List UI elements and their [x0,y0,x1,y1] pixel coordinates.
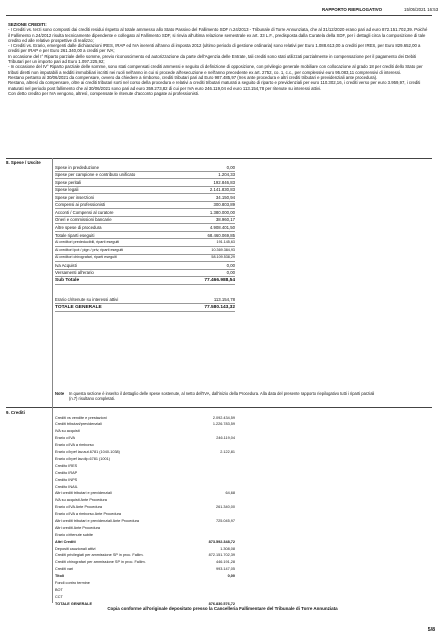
intro-paragraph: - I Crediti vs. terzi sono composti dai crediti residui rispetto al totale ammesso allo Stato Passivo del Fallimento SDF n.24/2013 - Tribunale di Torre Annunziata, che al 31/12/2020 erano pari ad euro 872.151.702,39. Poiché il Fallimento n.24/2012 risulta tecnicamente dipendente e collegato al Fallimento SDF, si rinvia all'ultima relazione semestrale ex art. 33 L.F., predisposta dalla Curatela della SDF, per i dettagli circa la composizione di tale credito ed alle relative prospettive di realizzo; [8,27,428,43]
row-label: Erario c/ritenute subite [55,532,93,537]
row-value: 4.908.401,50 [209,224,235,230]
row-value: 0,00 [226,262,235,268]
crediti-row [55,422,235,429]
row-label: Crediti privilegiati per ammissione SP in proc. Fallim. [55,553,144,558]
spese-row [55,209,235,217]
report-title: RAPPORTO RIEPILOGATIVO [322,7,383,12]
row-value: 1.204,33 [218,172,235,178]
row-label: Spese per inserzioni [55,194,94,200]
crediti-row [55,587,235,594]
row-value: 113.154,78 [213,297,235,303]
intro-heading: SEZIONE CREDITI: [8,22,47,27]
row-value: 2.122,81 [220,450,235,455]
spese-row [55,172,235,180]
row-label: Sub Totale [55,277,80,283]
row-label: Crediti vari [55,567,74,572]
crediti-intro [8,22,428,96]
row-label: Totale riparti eseguiti [55,232,95,238]
row-label: IVA su acquisti [55,429,80,434]
spese-total-row [55,304,235,312]
crediti-row [55,443,235,450]
crediti-table [55,415,235,608]
row-label: BOT [55,587,63,592]
row-label: Spese peritali [55,179,82,185]
spese-row [55,194,235,202]
intro-paragraph: Restano, altresì da compensare, oltre ai crediti tributari sorti nel corso della procedura e relativi a crediti tributari maturati a seguito di riparto e previdenziali per euro 110.302,16, i crediti verso per euro 3.959,97, i crediti maturati nel periodo post fallimento che al 30/06/2021 sono pari ad euro 359.273,82 di cui per IVA euro 246.119,04 ed euro 113.154,78 per ritenute su interessi attivi. [8,80,421,91]
crediti-row [55,429,235,436]
row-label: Crediti tributari/previdenziali [55,422,102,427]
row-label: Altri Crediti [55,539,76,544]
row-value: 192.846,83 [213,179,235,185]
column-divider [52,158,53,407]
row-value: 300.803,89 [213,202,235,208]
spese-row [55,262,235,270]
page-number: 5/8 [427,627,435,633]
intro-paragraph: - In occasione del IV° Riparto parziale delle somme, sono stati compensati crediti ammessi e seguito di definizione di opposizione, con privilegio generale mobiliare con collocazione al grado 18 per crediti dello Stato per tributi diretti non imputabili a redditi immobiliari iscritti nei ruoli nell'anno in cui si procede all'esecuzione e nell'anno precedente ex art. 2752, co. 1, c.c., per complessivi euro 95.083,11 comprensivi di interessi. [8,64,423,75]
row-label: TOTALE GENERALE [55,304,102,310]
row-value: 68.460.069,85 [207,232,235,238]
row-value: 993.147,05 [215,567,235,572]
crediti-row [55,484,235,491]
crediti-row [55,518,235,525]
row-label: Ai creditori prededucibili, riparti eseguiti [55,240,120,245]
crediti-row [55,539,235,546]
row-value: 10.369.384,93 [211,247,235,252]
crediti-row [55,415,235,422]
row-label: Compensi ai professionisti [55,202,106,208]
crediti-row [55,491,235,498]
spese-row [55,224,235,232]
crediti-row [55,470,235,477]
row-value: 77.466.988,54 [204,277,235,283]
crediti-row [55,498,235,505]
row-label: Credito IRES [55,463,78,468]
crediti-row [55,560,235,567]
row-label: Ai creditori chirografari, riparti eseguiti [55,255,117,260]
row-value: 1.308,08 [220,546,235,551]
row-value: 873.592.348,72 [208,539,235,544]
crediti-row [55,546,235,553]
row-label: Erario c/ritenute su interessi attivi [55,297,119,303]
row-label: Altre spese di procedura [55,224,102,230]
row-value: 246.119,04 [216,436,235,441]
row-label: Erario c/IVA Ante Procedura [55,505,102,510]
row-value: 2.141.830,83 [209,187,235,193]
spese-row [55,179,235,187]
page-header [0,5,445,15]
footer-note: Copia conforme all'originale depositato presso la Cancelleria Fallimentare del Tribunale di Torre Annunziata [107,606,338,611]
spese-row [55,270,235,278]
row-label: Spese in prededuzione [55,164,99,170]
row-label: Acconti / Compensi al curatore [55,209,114,215]
crediti-row [55,456,235,463]
row-value: 77.580.143,32 [204,304,235,310]
crediti-row [55,477,235,484]
row-label: Depositi cauzionali attivi [55,546,96,551]
spese-row [55,255,235,263]
spese-row [55,277,235,285]
row-value: 191.145,63 [216,240,235,245]
row-label: IVA su acquisti Ante Procedura [55,498,107,503]
row-label: CCT [55,594,63,599]
row-value: 0,00 [227,574,235,579]
crediti-row [55,436,235,443]
row-label: Erario c/IVA a rimborso Ante Procedura [55,512,121,517]
row-label: Erario c/IVA [55,436,75,441]
crediti-row [55,532,235,539]
row-value: 261.340,00 [215,505,235,510]
crediti-row [55,553,235,560]
column-divider [52,407,53,603]
intro-paragraph: Restano pertanto al 30/06/2021 da compensare, ovvero da chiedere a rimborso, crediti tributari pari ad Euro 987.485,97 (Ires ante procedura e altri crediti tributari e previdenziali ante procedura). [8,74,378,80]
intro-paragraph: - I Crediti vs. Erario, emergenti dalle dichiarazioni IRES, IRAP ed IVA inerenti all'anno di imposta 2012 (ultimo periodo di gestione ordinaria) sono relativi per Euro 1.088.613,00 a crediti per IRES, per Euro 829.652,00 a crediti per IRAP e per Euro 261.340,00 a crediti per IVA; [8,43,421,54]
row-value: 1.380.000,00 [209,209,235,215]
crediti-row [55,511,235,518]
row-label: Spese per campione e contributo unificato [55,172,136,178]
section-label-crediti: 9. Crediti [6,410,25,415]
crediti-row [55,449,235,456]
row-label: Altri crediti tributari e previdenziali [55,491,112,496]
row-label: Altri crediti Ante Procedura [55,525,100,530]
row-value: 1.226.783,59 [212,422,235,427]
crediti-row [55,525,235,532]
spese-row [55,217,235,225]
row-value: 0,00 [226,164,235,170]
row-label: TOTALE GENERALE [55,601,92,606]
row-value: 58.109.538,29 [211,255,235,260]
row-label: Erario c/Irpef lav.aut.6781 (1040-1038) [55,450,120,455]
intro-paragraph: Con detto credito per IVA vengono, altresì, compensate le ritenute d'acconto pagate ai professionisti. [8,90,200,96]
crediti-row [55,505,235,512]
spese-row [55,247,235,255]
crediti-row [55,594,235,601]
row-label: Iva Acquisti [55,262,77,268]
row-label: Erario c/IVA a rimborso [55,443,94,448]
row-label: Spese legali [55,187,79,193]
row-label: Titoli [55,574,64,579]
report-date: 15/05/2021 16:53 [404,7,439,12]
note-label: Note [55,391,65,396]
row-value: 725.045,97 [215,518,235,523]
row-value: 34.150,94 [215,194,235,200]
section-divider [6,407,432,408]
spese-total-row [55,297,235,305]
row-value: 64,68 [225,491,235,496]
row-label: Crediti chirografari per ammissione SP in proc. Fallim. [55,560,146,565]
row-label: Fondi contro termine [55,580,90,585]
section-label-spese: 8. Spese / Uscite [6,160,41,165]
row-label: Altri crediti tributari e previdenziali Ante Procedura [55,518,139,523]
spese-row [55,232,235,240]
header-divider [6,15,432,16]
crediti-row [55,567,235,574]
row-label: Versamenti all'erario [55,270,94,276]
spese-row [55,187,235,195]
spese-table [55,164,235,312]
row-value: 0,00 [226,270,235,276]
row-value: 446.191,28 [215,560,235,565]
row-label: Credito INAIL [55,484,78,489]
row-label: Ai creditori ipot / pign / priv, riparti eseguiti [55,247,124,252]
crediti-row [55,580,235,587]
crediti-row [55,463,235,470]
row-label: Erario c/Irpef lav.dip.6781 (1001) [55,456,111,461]
row-value: 2.092.434,59 [212,415,235,420]
row-label: Oneri e commissioni bancarie [55,217,112,223]
intro-paragraph: In occasione del I° Riparto parziale delle somme, previo riconoscimento ed autorizzazione da parte dell'Agenzia delle Entrate, tali crediti sono stati utilizzati parzialmente in compensazione per il pagamento dei Debiti Tributari per un importo pari ad Euro 1.097.225,92; [8,53,417,65]
row-value: 876.830.576,72 [208,601,235,606]
section-divider [6,158,432,159]
row-label: Credito INPS [55,477,78,482]
spese-row [55,164,235,172]
row-value: 872.151.702,39 [208,553,235,558]
row-label: Credito IRAP [55,470,78,475]
spese-row [55,239,235,247]
spese-row [55,202,235,210]
note-text: In questa sezione è inserito il dettaglio delle spese sostenute, al netto dell'IVA, dall'inizio della Procedura. Alla data del presente rapporto riepilogativo tutti i riparti parziali (n.7) risultano completati. [69,391,375,401]
row-value: 38.960,17 [215,217,235,223]
row-label: Crediti vs vendite e prestazioni [55,415,107,420]
crediti-row [55,573,235,580]
